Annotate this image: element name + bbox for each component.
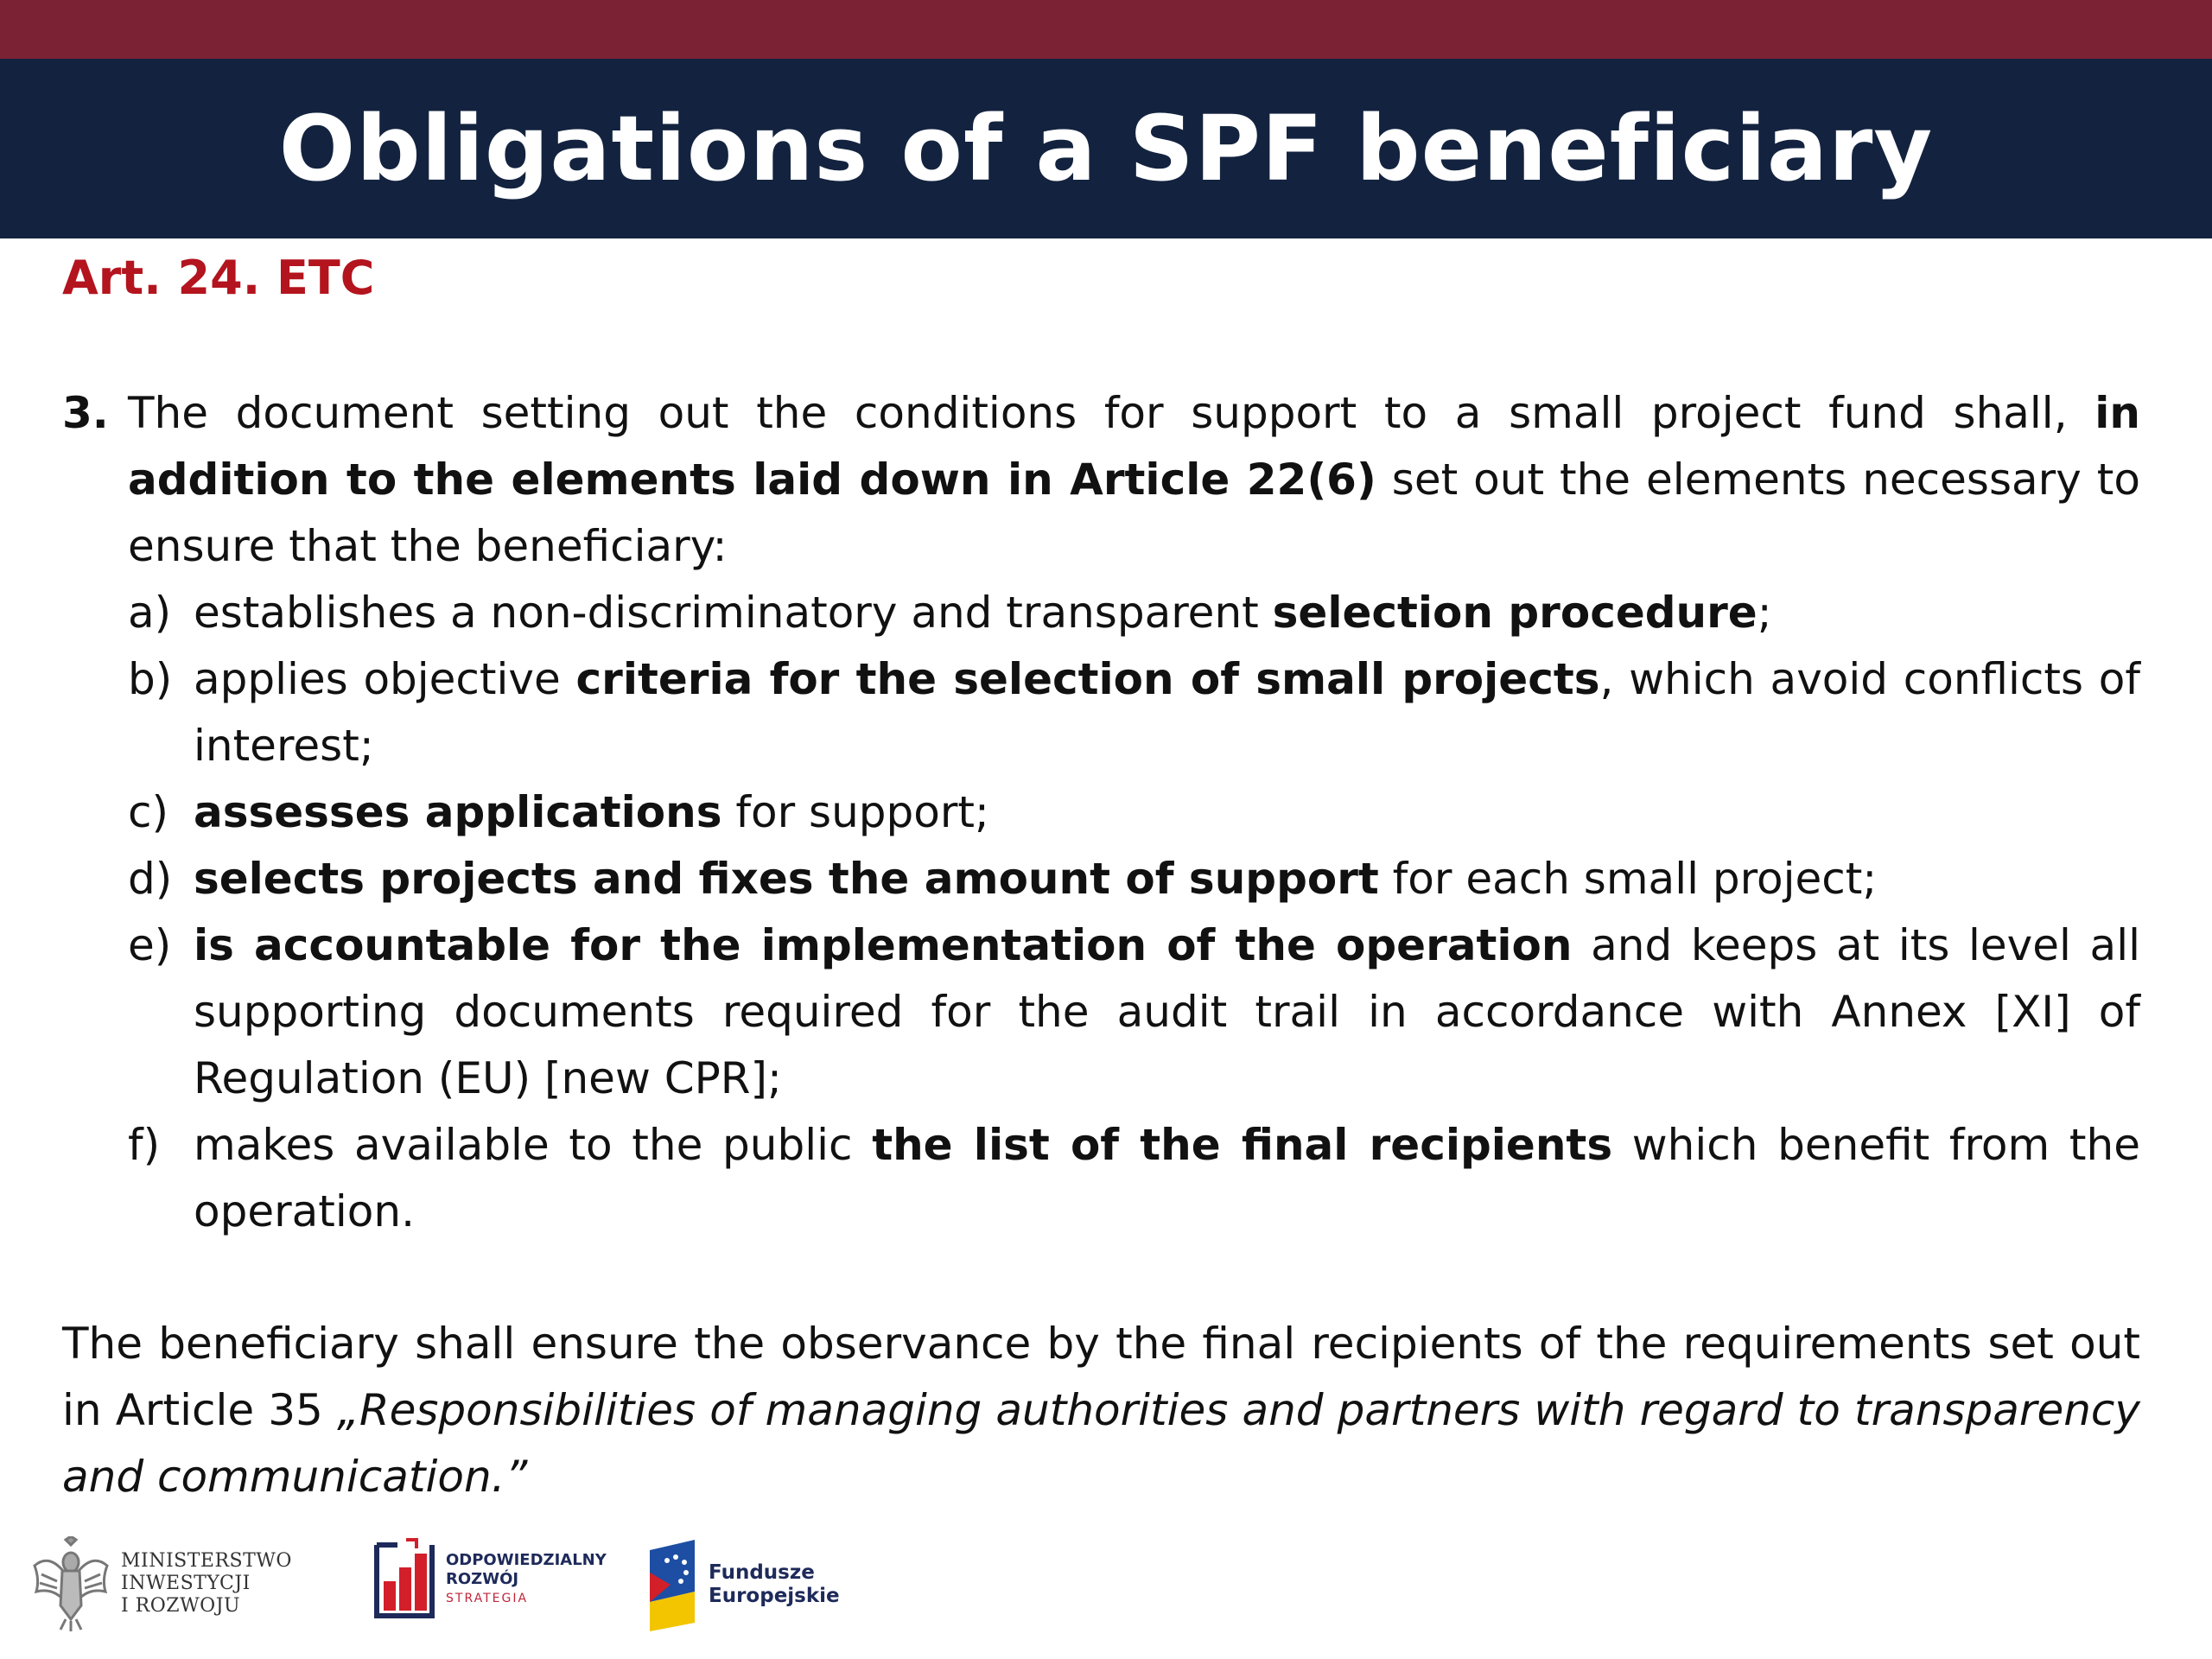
closing-paragraph [62,1311,2140,1510]
fundusze-europejskie-logo [646,1538,840,1631]
list-item-b [128,646,2140,779]
ministry-logo [31,1536,292,1631]
item-letter: d) [128,854,173,904]
list-item-c [128,779,2140,846]
clause-intro-bold: in addition to the elements laid down in Article 22(6) [128,388,2140,505]
item-text: makes available to the public the list of the final recipients which benefit from the operation. [194,1120,2140,1236]
item-letter: c) [128,787,168,837]
odpowiedzialny-rozwoj-logo [372,1536,607,1623]
odpowiedzialny-rozwoj-logo-text: ODPOWIEDZIALNY ROZWÓJ STRATEGIA [446,1551,607,1605]
item-text: selects projects and fixes the amount of support for each small project; [194,854,1878,904]
top-accent-stripe [0,0,2212,59]
clause-intro-text: The document setting out the conditions for support to a small project fund shall, [128,388,2095,438]
item-text: establishes a non-discriminatory and transparent selection procedure; [194,588,1772,638]
item-letter: e) [128,920,172,970]
list-item-e [128,912,2140,1112]
fundusze-europejskie-logo-text: Fundusze Europejskie [709,1561,840,1607]
item-text: is accountable for the implementation of the operation and keeps at its level all supporting documents required for the audit trail in accordance with Annex [XI] of Regulation (EU) [new CPR]; [194,920,2140,1103]
item-letter: a) [128,588,172,638]
closing-text: The beneficiary shall ensure the observance by the final recipients of the requirements set out in Article 35 [62,1319,2140,1435]
item-text: applies objective criteria for the selection of small projects, which avoid conflicts of interest; [194,654,2140,771]
clause-3 [62,380,2140,580]
item-letter: b) [128,654,173,704]
item-text: assesses applications for support; [194,787,989,837]
list-item-d [128,846,2140,912]
list-item-f [128,1112,2140,1245]
footer-logos [0,1521,2212,1659]
list-item-a [128,580,2140,646]
article-reference: Art. 24. ETC [62,251,375,305]
closing-italic-quote: „Responsibilities of managing authorities and partners with regard to transparency and communication.” [62,1385,2140,1502]
eagle-emblem-icon [31,1536,111,1631]
slide-content [62,380,2140,1510]
slide-title: Obligations of a SPF beneficiary [278,96,1934,201]
ministry-logo-text: MINISTERSTWO INWESTYCJI I ROZWOJU [121,1550,292,1617]
eu-flag-logo-icon [646,1538,698,1631]
clause-items [128,580,2140,1245]
clause-intro-text-end: set out the elements necessary to ensure that the beneficiary: [128,454,2140,571]
title-bar [0,59,2212,238]
clause-number: 3. [62,388,109,438]
item-letter: f) [128,1120,161,1170]
bar-chart-logo-icon [372,1536,437,1623]
clause-intro [128,380,2140,580]
